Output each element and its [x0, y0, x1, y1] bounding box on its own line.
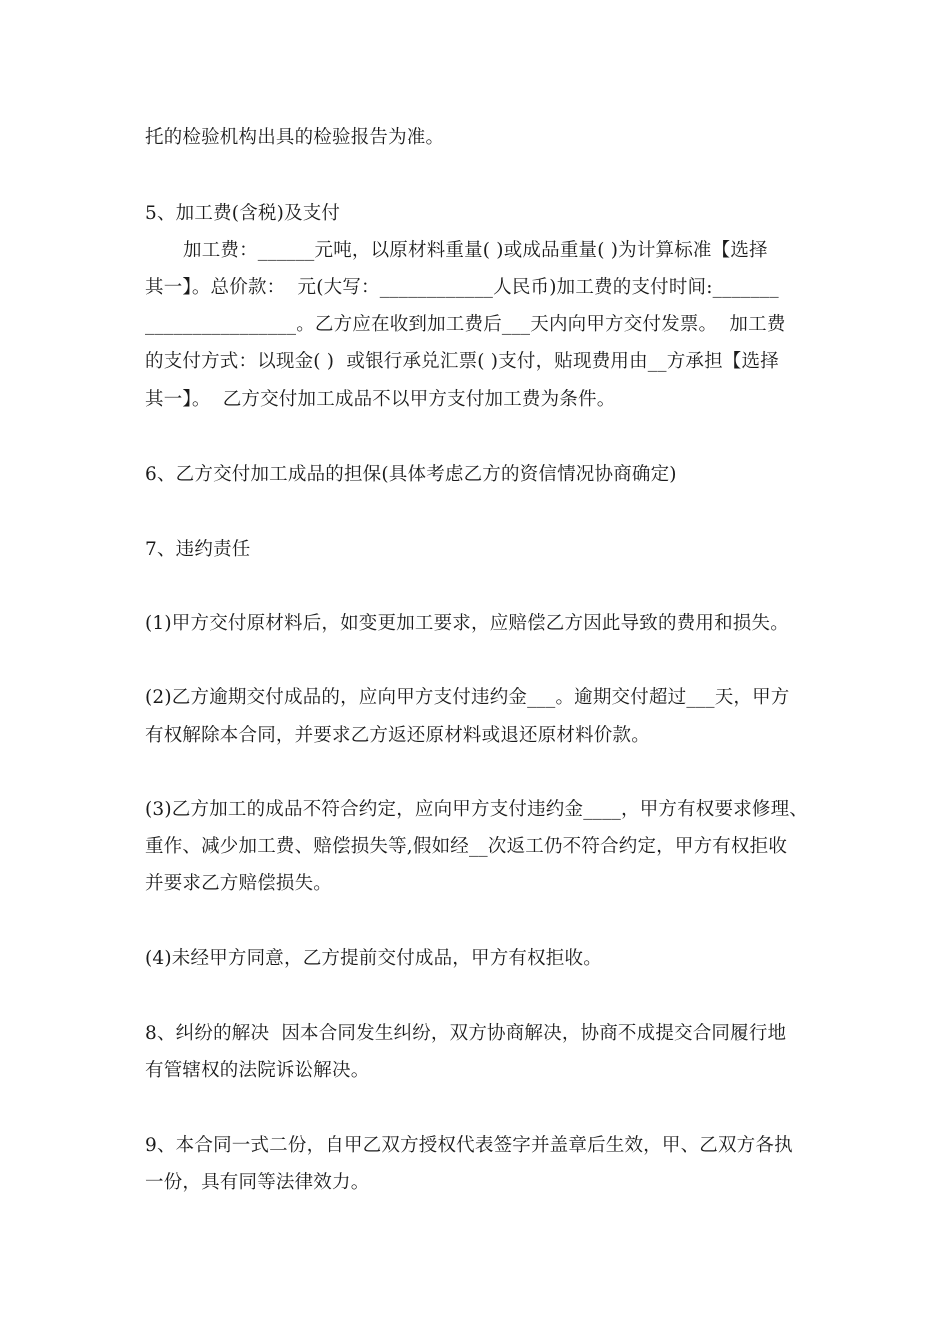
text-line-5: ________________。乙方应在收到加工费后___天内向甲方交付发票。 加工费	[145, 314, 786, 335]
section-9-line-2: 一份，具有同等法律效力。	[145, 1172, 370, 1193]
clause-7-2-line-2: 有权解除本合同，并要求乙方返还原材料或退还原材料价款。	[145, 725, 650, 746]
section-6-heading: 6、乙方交付加工成品的担保(具体考虑乙方的资信情况协商确定)	[145, 464, 677, 485]
text-line-6: 的支付方式：以现金( ) 或银行承兑汇票( )支付，贴现费用由__方承担【选择	[145, 351, 779, 372]
text-line-1: 托的检验机构出具的检验报告为准。	[145, 127, 445, 148]
clause-7-3-line-3: 并要求乙方赔偿损失。	[145, 873, 333, 894]
section-8-line-1: 8、纠纷的解决 因本合同发生纠纷，双方协商解决，协商不成提交合同履行地	[145, 1023, 787, 1044]
section-5-heading: 5、加工费(含税)及支付	[145, 203, 341, 224]
section-9-line-1: 9、本合同一式二份，自甲乙双方授权代表签字并盖章后生效，甲、乙双方各执	[145, 1135, 793, 1156]
text-line-7: 其一】。 乙方交付加工成品不以甲方支付加工费为条件。	[145, 389, 616, 410]
clause-7-3-line-1: (3)乙方加工的成品不符合约定，应向甲方支付违约金____，甲方有权要求修理、	[145, 799, 809, 820]
text-line-3: 加工费：______元吨，以原材料重量( )或成品重量( )为计算标准【选择	[183, 240, 768, 261]
text-line-4: 其一】。总价款： 元(大写：____________人民币)加工费的支付时间:_______	[145, 277, 779, 298]
clause-7-1: (1)甲方交付原材料后，如变更加工要求，应赔偿乙方因此导致的费用和损失。	[145, 613, 789, 634]
section-7-heading: 7、违约责任	[145, 539, 251, 560]
section-8-line-2: 有管辖权的法院诉讼解决。	[145, 1060, 370, 1081]
clause-7-2-line-1: (2)乙方逾期交付成品的，应向甲方支付违约金___。逾期交付超过___天，甲方	[145, 687, 790, 708]
clause-7-4: (4)未经甲方同意，乙方提前交付成品，甲方有权拒收。	[145, 948, 602, 969]
clause-7-3-line-2: 重作、减少加工费、赔偿损失等,假如经__次返工仍不符合约定，甲方有权拒收	[145, 836, 788, 857]
